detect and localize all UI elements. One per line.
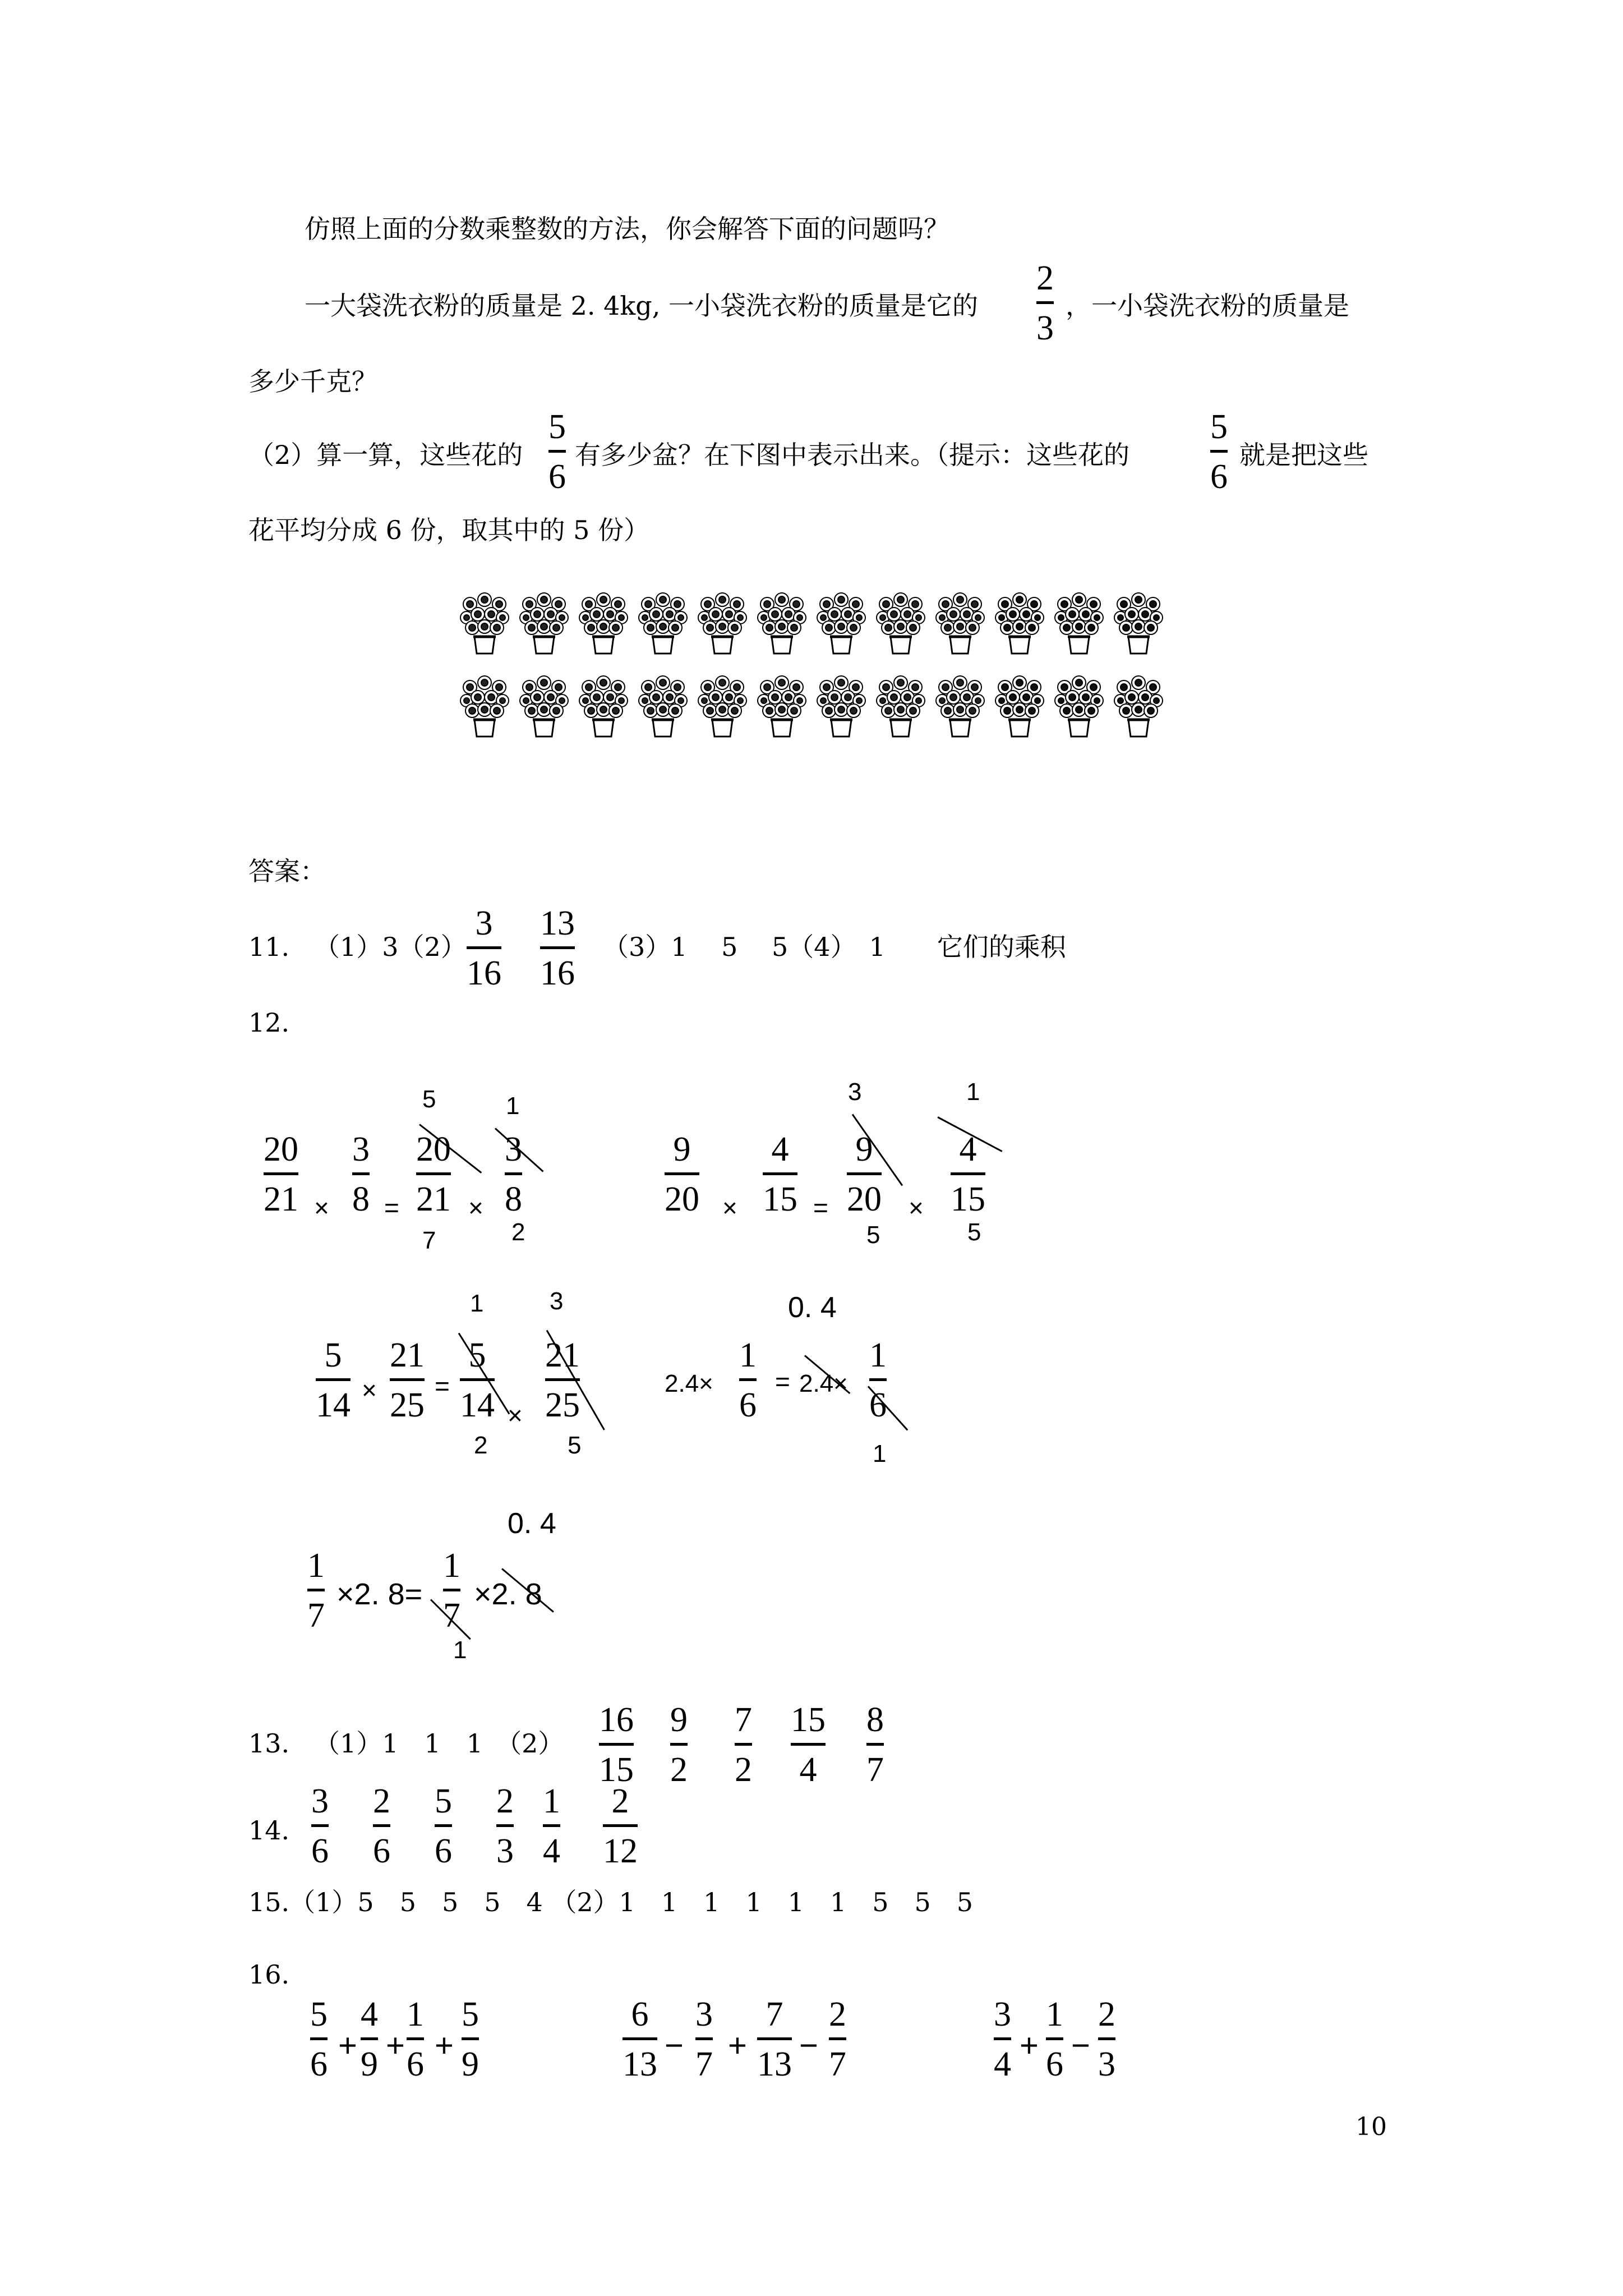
fraction-numerator: 4 — [361, 1995, 378, 2033]
answer-11-fraction-1 — [467, 906, 501, 991]
answer-14-label: 14. — [248, 1815, 290, 1846]
fraction-bar — [443, 1589, 460, 1591]
fraction-numerator: 9 — [673, 1130, 691, 1168]
fraction-denominator: 16 — [540, 954, 575, 992]
fraction-two-thirds — [1036, 261, 1054, 346]
fraction-denominator: 21 — [416, 1180, 451, 1218]
answer-13-text1: （1）1 1 1 （2） — [314, 1728, 564, 1759]
fraction-denominator: 2 — [735, 1751, 752, 1789]
fraction-denominator: 9 — [462, 2045, 479, 2083]
eq3-times-sign-2: × — [508, 1401, 523, 1430]
intro-line-2a: 一大袋洗衣粉的质量是 2. 4kg, 一小袋洗衣粉的质量是它的 — [305, 291, 978, 321]
eq2-times-sign: × — [722, 1193, 737, 1222]
flower-pot-icon — [579, 675, 628, 742]
fraction-denominator: 8 — [505, 1180, 522, 1218]
flower-pot-icon — [1054, 592, 1104, 659]
eq1-times-sign-2: × — [468, 1193, 483, 1222]
fraction-numerator: 2 — [373, 1782, 390, 1820]
flower-pot-icon — [1054, 675, 1104, 742]
eq2-times-sign-2: × — [909, 1193, 924, 1222]
flower-pot-icon — [638, 592, 688, 659]
fraction-denominator: 6 — [739, 1386, 757, 1424]
flower-pot-icon — [817, 675, 866, 742]
fraction-denominator: 6 — [311, 1832, 329, 1870]
fraction-numerator: 3 — [994, 1995, 1011, 2033]
fraction-bar — [791, 1743, 826, 1746]
fraction-numerator: 1 — [543, 1782, 560, 1820]
flower-pot-icon — [876, 675, 925, 742]
fraction-bar — [352, 1172, 370, 1175]
fraction-five-sixths-hint — [1210, 409, 1228, 494]
eq1-times-sign: × — [314, 1193, 329, 1222]
fraction-denominator: 6 — [407, 2045, 424, 2083]
flower-pot-icon — [876, 592, 925, 659]
fraction-numerator: 1 — [739, 1336, 757, 1374]
fraction-bar — [407, 2037, 424, 2040]
eq2-fraction-a — [665, 1132, 699, 1217]
answer-16-label: 16. — [248, 1959, 290, 1990]
fraction-denominator: 7 — [829, 2045, 846, 2083]
eq1-cancel-bottom-2: 2 — [511, 1218, 525, 1246]
eq2-cancel-bottom-1: 5 — [866, 1221, 880, 1249]
fraction-bar — [1036, 301, 1054, 304]
eq1-equals-sign: = — [384, 1193, 399, 1222]
fraction-denominator: 6 — [310, 2045, 328, 2083]
answer-16-expression-3-operator: + — [1020, 2027, 1039, 2064]
fraction-denominator: 15 — [951, 1180, 985, 1218]
intro-line-4b: 有多少盆？在下图中表示出来。（提示：这些花的 — [575, 440, 1129, 470]
fraction-five-sixths — [548, 409, 566, 494]
eq1-cancel-bottom-1: 7 — [422, 1227, 436, 1254]
answer-16-expression-1-fraction — [407, 1997, 424, 2082]
fraction-bar — [869, 1378, 887, 1381]
eq3-cancel-bottom-2: 5 — [568, 1432, 582, 1459]
fraction-denominator: 6 — [435, 1832, 452, 1870]
fraction-numerator: 1 — [407, 1995, 424, 2033]
eq3-cancel-top-1: 1 — [470, 1290, 484, 1317]
fraction-bar — [496, 1824, 514, 1827]
answer-16-expression-3-fraction — [994, 1997, 1011, 2082]
fraction-denominator: 21 — [264, 1180, 298, 1218]
answer-11-label: 11. — [248, 932, 290, 962]
answer-16-expression-1-fraction — [462, 1997, 479, 2082]
answer-14-fraction — [373, 1784, 390, 1869]
fraction-numerator: 5 — [462, 1995, 479, 2033]
fraction-numerator: 7 — [735, 1701, 752, 1739]
fraction-bar — [316, 1378, 351, 1381]
fraction-bar — [603, 1824, 638, 1827]
fraction-numerator: 3 — [475, 904, 493, 942]
fraction-numerator: 3 — [311, 1782, 329, 1820]
fraction-denominator: 6 — [1210, 458, 1228, 496]
eq2-cancel-bottom-2: 5 — [967, 1218, 981, 1246]
flower-pot-icon — [817, 592, 866, 659]
eq4-lead: 2.4× — [665, 1370, 713, 1397]
fraction-bar — [1210, 450, 1228, 453]
fraction-bar — [670, 1743, 688, 1746]
answer-16-expression-1-operator: + — [338, 2027, 357, 2064]
fraction-numerator: 5 — [324, 1336, 342, 1374]
fraction-bar — [264, 1172, 298, 1175]
answer-16-expression-1-fraction — [310, 1997, 328, 2082]
fraction-numerator: 1 — [1046, 1995, 1063, 2033]
flower-pot-icon — [1114, 675, 1163, 742]
answer-16-expression-2-operator: + — [728, 2027, 747, 2064]
eq4-fraction — [739, 1338, 757, 1423]
fraction-denominator: 7 — [443, 1596, 460, 1635]
eq4-equals-sign: = — [775, 1367, 790, 1396]
fraction-numerator: 1 — [443, 1547, 460, 1585]
fraction-numerator: 8 — [866, 1701, 884, 1739]
answer-13-fraction — [670, 1703, 688, 1787]
fraction-denominator: 14 — [316, 1386, 351, 1424]
fraction-bar — [665, 1172, 699, 1175]
fraction-bar — [1098, 2037, 1115, 2040]
flower-pot-icon — [995, 675, 1044, 742]
fraction-numerator: 2 — [1098, 1995, 1115, 2033]
answer-16-expression-2-fraction — [695, 1997, 713, 2082]
fraction-numerator: 7 — [766, 1995, 783, 2033]
eq3-equals-sign: = — [435, 1372, 450, 1401]
answer-13-fraction — [791, 1703, 826, 1787]
answer-15-values: （1）5 5 5 5 4 （2）1 1 1 1 1 1 5 5 5 — [289, 1887, 974, 1917]
flower-pot-icon — [698, 675, 747, 742]
fraction-numerator: 9 — [670, 1701, 688, 1739]
eq2-fraction-a-cancel — [847, 1132, 882, 1217]
answer-11-text2: （3）1 5 5（4） 1 它们的乘积 — [603, 932, 1066, 962]
flower-pot-icon — [1114, 592, 1163, 659]
fraction-numerator: 1 — [869, 1336, 887, 1374]
fraction-bar — [763, 1172, 797, 1175]
answer-15-text — [248, 1889, 973, 1915]
fraction-bar — [310, 2037, 328, 2040]
answer-12-label: 12. — [248, 1007, 290, 1038]
answer-16-expression-2-operator: − — [799, 2027, 818, 2064]
flower-pot-icon — [579, 592, 628, 659]
fraction-bar — [311, 1824, 329, 1827]
eq2-fraction-b-cancel — [951, 1132, 985, 1217]
fraction-numerator: 21 — [390, 1336, 425, 1374]
fraction-numerator: 5 — [548, 408, 566, 446]
fraction-numerator: 4 — [771, 1130, 789, 1168]
fraction-bar — [540, 946, 575, 949]
eq4-fraction-cancel — [869, 1338, 887, 1423]
fraction-bar — [829, 2037, 846, 2040]
fraction-bar — [757, 2037, 792, 2040]
eq4-cancel-top: 0. 4 — [788, 1291, 837, 1324]
flower-pot-icon — [638, 675, 688, 742]
fraction-bar — [1046, 2037, 1063, 2040]
answer-16-expression-2-operator: − — [665, 2027, 684, 2064]
fraction-denominator: 6 — [373, 1832, 390, 1870]
fraction-bar — [462, 2037, 479, 2040]
fraction-numerator: 2 — [829, 1995, 846, 2033]
fraction-numerator: 3 — [352, 1130, 370, 1168]
eq2-cancel-top-2: 1 — [966, 1078, 980, 1106]
eq4-cancel-bottom: 1 — [873, 1440, 887, 1467]
fraction-denominator: 12 — [603, 1832, 638, 1870]
answer-16-expression-1-fraction — [361, 1997, 378, 2082]
fraction-bar — [543, 1824, 560, 1827]
fraction-denominator: 20 — [665, 1180, 699, 1218]
fraction-denominator: 25 — [545, 1386, 580, 1424]
fraction-denominator: 20 — [847, 1180, 882, 1218]
fraction-bar — [994, 2037, 1011, 2040]
eq4-mid: 2.4× — [799, 1370, 848, 1397]
fraction-denominator: 7 — [307, 1596, 325, 1635]
fraction-denominator: 4 — [799, 1751, 817, 1789]
fraction-numerator: 20 — [264, 1130, 298, 1168]
eq5-cancel-top: 0. 4 — [508, 1507, 556, 1540]
intro-line-1: 仿照上面的分数乘整数的方法，你会解答下面的问题吗？ — [305, 214, 949, 244]
eq3-cancel-bottom-1: 2 — [474, 1432, 488, 1459]
fraction-numerator: 16 — [599, 1701, 634, 1739]
eq5-cancel-bottom: 1 — [453, 1636, 467, 1664]
fraction-numerator: 13 — [540, 904, 575, 942]
fraction-denominator: 7 — [695, 2045, 713, 2083]
fraction-denominator: 7 — [866, 1751, 884, 1789]
answer-11-fraction-2 — [540, 906, 575, 991]
fraction-bar — [307, 1589, 325, 1591]
fraction-numerator: 4 — [959, 1130, 977, 1168]
fraction-numerator: 2 — [1036, 259, 1054, 297]
intro-line-4a: （2）算一算，这些花的 — [248, 440, 523, 470]
flower-pot-icon — [995, 592, 1044, 659]
fraction-denominator: 4 — [543, 1832, 560, 1870]
answer-16-expression-3-fraction — [1098, 1997, 1115, 2082]
flower-pot-icon — [519, 675, 569, 742]
intro-line-5: 花平均分成 6 份，取其中的 5 份） — [248, 515, 650, 545]
fraction-denominator: 6 — [1046, 2045, 1063, 2083]
fraction-numerator: 6 — [631, 1995, 649, 2033]
fraction-bar — [739, 1378, 757, 1381]
fraction-bar — [505, 1172, 522, 1175]
fraction-denominator: 13 — [757, 2045, 792, 2083]
fraction-numerator: 21 — [545, 1336, 580, 1374]
intro-line-3: 多少千克？ — [248, 366, 377, 397]
answer-16-expression-1-operator: + — [435, 2027, 454, 2064]
answer-13-label: 13. — [248, 1728, 290, 1759]
fraction-numerator: 1 — [307, 1547, 325, 1585]
fraction-bar — [435, 1824, 452, 1827]
fraction-numerator: 5 — [310, 1995, 328, 2033]
fraction-denominator: 25 — [390, 1386, 425, 1424]
flower-pot-icon — [935, 592, 985, 659]
fraction-bar — [373, 1824, 390, 1827]
answer-16-expression-3-fraction — [1046, 1997, 1063, 2082]
fraction-denominator: 2 — [670, 1751, 688, 1789]
fraction-bar — [623, 2037, 657, 2040]
fraction-numerator: 20 — [416, 1130, 451, 1168]
eq2-fraction-b — [763, 1132, 797, 1217]
fraction-numerator: 3 — [695, 1995, 713, 2033]
fraction-bar — [416, 1172, 451, 1175]
flower-pot-icon — [698, 592, 747, 659]
fraction-bar — [467, 946, 501, 949]
flower-pot-icon — [935, 675, 985, 742]
answer-11-text1: （1）3（2） — [314, 932, 467, 962]
fraction-bar — [361, 2037, 378, 2040]
flower-pot-icon — [519, 592, 569, 659]
page-number: 10 — [1355, 2113, 1387, 2141]
eq1-cancel-top-1: 5 — [422, 1085, 436, 1113]
fraction-numerator: 2 — [611, 1782, 629, 1820]
fraction-numerator: 5 — [435, 1782, 452, 1820]
fraction-numerator: 9 — [855, 1130, 873, 1168]
answer-14-fraction — [543, 1784, 560, 1869]
eq3-fraction-b — [390, 1338, 425, 1423]
fraction-denominator: 16 — [467, 954, 501, 992]
eq3-cancel-top-2: 3 — [550, 1287, 564, 1315]
eq1-fraction-b — [352, 1132, 370, 1217]
fraction-numerator: 5 — [468, 1336, 486, 1374]
fraction-bar — [390, 1378, 425, 1381]
fraction-denominator: 3 — [1036, 309, 1054, 347]
fraction-bar — [548, 450, 566, 453]
fraction-bar — [599, 1743, 634, 1746]
fraction-denominator: 3 — [1098, 2045, 1115, 2083]
fraction-bar — [847, 1172, 882, 1175]
answer-14-fraction — [603, 1784, 638, 1869]
eq3-fraction-a — [316, 1338, 351, 1423]
answer-13-fraction — [866, 1703, 884, 1787]
flower-pot-icon — [757, 675, 806, 742]
fraction-denominator: 8 — [352, 1180, 370, 1218]
answer-14-fraction — [435, 1784, 452, 1869]
fraction-numerator: 3 — [505, 1130, 522, 1168]
eq2-equals-sign: = — [813, 1193, 828, 1222]
eq5-mid: ×2. 8= — [336, 1577, 423, 1611]
answer-16-expression-2-fraction — [829, 1997, 846, 2082]
fraction-denominator: 6 — [548, 458, 566, 496]
answer-14-fraction — [311, 1784, 329, 1869]
fraction-denominator: 13 — [623, 2045, 657, 2083]
fraction-bar — [695, 2037, 713, 2040]
fraction-bar — [866, 1743, 884, 1746]
intro-line-2b: ，一小袋洗衣粉的质量是 — [1066, 291, 1349, 321]
flower-pot-icon — [460, 592, 509, 659]
fraction-numerator: 15 — [791, 1701, 826, 1739]
fraction-denominator: 3 — [496, 1832, 514, 1870]
eq1-fraction-a — [264, 1132, 298, 1217]
intro-line-4c: 就是把这些 — [1239, 440, 1368, 470]
fraction-denominator: 15 — [599, 1751, 634, 1789]
answer-16-expression-1-operator: + — [386, 2027, 405, 2064]
answers-heading: 答案： — [248, 856, 326, 886]
answer-16-expression-3-operator: − — [1071, 2027, 1090, 2064]
answer-13-fraction — [735, 1703, 752, 1787]
answer-16-expression-2-fraction — [623, 1997, 657, 2082]
fraction-denominator: 6 — [869, 1386, 887, 1424]
flower-pot-icon — [757, 592, 806, 659]
fraction-numerator: 2 — [496, 1782, 514, 1820]
fraction-denominator: 9 — [361, 2045, 378, 2083]
eq5-fraction — [307, 1548, 325, 1633]
eq5-tail: ×2. 8 — [474, 1577, 542, 1611]
fraction-bar — [951, 1172, 985, 1175]
fraction-numerator: 5 — [1210, 408, 1228, 446]
fraction-bar — [735, 1743, 752, 1746]
answer-16-expression-2-fraction — [757, 1997, 792, 2082]
answer-15-label: 15. — [248, 1887, 290, 1917]
fraction-denominator: 4 — [994, 2045, 1011, 2083]
eq1-cancel-top-2: 1 — [506, 1092, 520, 1120]
eq2-cancel-top-1: 3 — [848, 1078, 862, 1106]
flower-pot-grid — [460, 592, 1183, 749]
eq3-times-sign: × — [362, 1375, 377, 1405]
fraction-denominator: 14 — [460, 1386, 495, 1424]
answer-14-fraction — [496, 1784, 514, 1869]
flower-pot-icon — [460, 675, 509, 742]
answer-13-fraction — [599, 1703, 634, 1787]
fraction-denominator: 15 — [763, 1180, 797, 1218]
